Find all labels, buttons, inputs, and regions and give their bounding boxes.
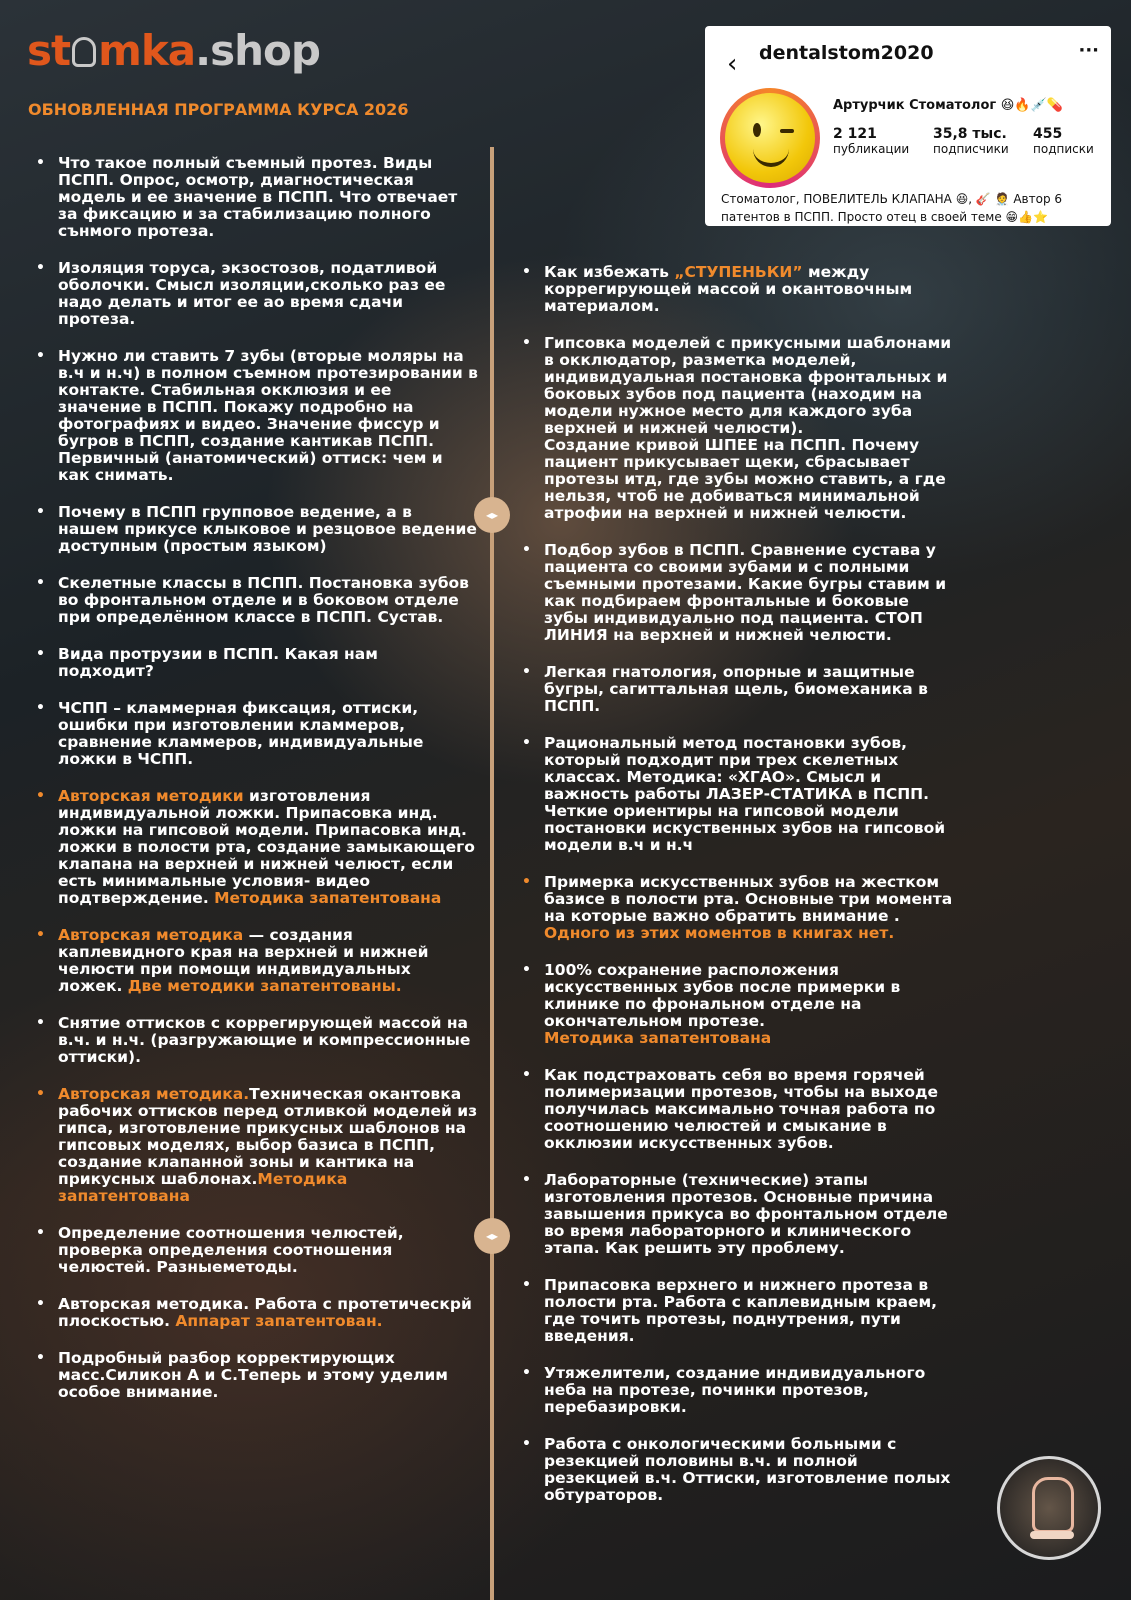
stat-posts[interactable]: 2 121 публикации <box>833 126 910 156</box>
stat-followers[interactable]: 35,8 тыс. подписчики <box>933 126 1009 156</box>
list-item: • Лабораторные (технические) этапы изготовления протезов. Основные причина завышения прикуса во фронтальном отделе во время лабораторного и клинического этапа. Как решить эту проблему. <box>516 1172 958 1257</box>
list-item: • Подробный разбор корректирующих масс.Силикон А и С.Теперь и этому уделим особое внимание. <box>30 1350 478 1401</box>
list-item: • Работа с онкологическими больными с резекцией половины в.ч. и полной резекцией в.ч. Оттиски, изготовление полых обтураторов. <box>516 1436 958 1504</box>
right-program-list <box>516 264 958 1524</box>
divider-handle-icon: ◂▸ <box>474 497 510 533</box>
tooth-badge-icon <box>997 1456 1101 1560</box>
list-item: • Почему в ПСПП групповое ведение, а в нашем прикусе клыковое и резцовое ведение доступным (простым языком) <box>30 504 478 555</box>
list-item: • Легкая гнатология, опорные и защитные бугры, сагиттальная щель, биомеханика в ПСПП. <box>516 664 958 715</box>
list-item: • Нужно ли ставить 7 зубы (вторые моляры на в.ч и н.ч) в полном съемном протезировании в контакте. Стабильная окклюзия и ее значение в ПСПП. Покажу подробно на фотографиях и видео. Значение фиссур и бугров в ПСПП, создание кантикав ПСПП. Первичный (анатомический) оттиск: чем и как снимать. <box>30 348 478 484</box>
list-item: • Авторская методика.Техническая окантовка рабочих оттисков перед отливкой моделей из гипса, изготовление прикусных шаблонов на гипсовых моделях, выбор базиса в ПСПП, создание клапанной зоны и кантика на прикусных шаблонах.Методика запатентована <box>30 1086 478 1205</box>
tooth-icon <box>72 37 96 67</box>
list-item: • Изоляция торуса, экзостозов, податливой оболочки. Смысл изоляции,сколько раз ее надо делать и итог ее ао время сдачи протеза. <box>30 260 478 328</box>
list-item: • Скелетные классы в ПСПП. Постановка зубов во фронтальном отделе и в боковом отделе при определённом классе в ПСПП. Сустав. <box>30 575 478 626</box>
list-item: • Определение соотношения челюстей, проверка определения соотношения челюстей. Разныеметоды. <box>30 1225 478 1276</box>
column-divider <box>490 147 494 1600</box>
list-item: • 100% сохранение расположения искусственных зубов после примерки в клинике по фрональном отделе на окончательном протезе. Методика запатентована <box>516 962 958 1047</box>
list-item: • Рациональный метод постановки зубов, который подходит при трех скелетных классах. Методика: «ХГАО». Смысл и важность работы ЛАЗЕР-СТАТИКА в ПСПП. Четкие ориентиры на гипсовой модели постановки искуственных зубов на гипсовой модели в.ч и н.ч <box>516 735 958 854</box>
instagram-profile-card: ‹ dentalstom2020 ··· Артурчик Стоматолог 😆🔥💉💊 2 121 публикации 35,8 тыс. подписчики 455 подписки Стоматолог, ПОВЕЛИТЕЛЬ КЛАПАНА 😆, 🎸 🧑‍⚕️ Автор 6 патентов в ПСПП. Просто отец в своей теме 😁👍⭐ <box>705 26 1111 226</box>
winking-smiley-icon <box>725 93 815 183</box>
stat-following[interactable]: 455 подписки <box>1033 126 1094 156</box>
left-program-list <box>30 155 478 1421</box>
list-item: • Авторская методика. Работа с протетическрй плоскостью. Аппарат запатентован. <box>30 1296 478 1330</box>
avatar[interactable] <box>720 88 820 188</box>
list-item: • Снятие оттисков с коррегирующей массой на в.ч. и н.ч. (разгружающие и компрессионные оттиски). <box>30 1015 478 1066</box>
list-item: • ЧСПП – кламмерная фиксация, оттиски, ошибки при изготовлении кламмеров, сравнение кламмеров, индивидуальные ложки в ЧСПП. <box>30 700 478 768</box>
more-options-icon[interactable]: ··· <box>1078 40 1099 61</box>
list-item: • Как подстраховать себя во время горячей полимеризации протезов, чтобы на выходе получилась максимально точная работа по соотношению челюстей и смыкание в окклюзии искусственных зубов. <box>516 1067 958 1152</box>
list-item: • Подбор зубов в ПСПП. Сравнение сустава у пациента со своими зубами и с полными съемными протезами. Какие бугры ставим и как подбираем фронтальные и боковые зубы индивидуально под пациента. СТОП ЛИНИЯ на верхней и нижней челюсти. <box>516 542 958 644</box>
list-item: • Гипсовка моделей с прикусными шаблонами в окклюдатор, разметка моделей, индивидуальная постановка фронтальных и боковых зубов под пациента (находим на модели нужное место для каждого зуба верхней и нижней челюсти). Создание кривой ШПЕЕ на ПСПП. Почему пациент прикусывает щеки, сбрасывает протезы итд, где зубы можно ставить, а где нельзя, чтоб не добиваться минимальной атрофии на верхней и нижней челюсти. <box>516 335 958 522</box>
list-item: • Припасовка верхнего и нижнего протеза в полости рта. Работа с каплевидным краем, где точить протезы, поднутрения, пути введения. <box>516 1277 958 1345</box>
page-title: ОБНОВЛЕННАЯ ПРОГРАММА КУРСА 2026 <box>28 100 409 119</box>
profile-bio: Стоматолог, ПОВЕЛИТЕЛЬ КЛАПАНА 😆, 🎸 🧑‍⚕️ Автор 6 патентов в ПСПП. Просто отец в своей теме 😁👍⭐ <box>721 192 1063 224</box>
logo[interactable]: st mka.shop <box>27 26 320 75</box>
profile-name: Артурчик Стоматолог 😆🔥💉💊 <box>833 98 1063 113</box>
list-item: • Авторская методика — создания каплевидного края на верхней и нижней челюсти при помощи индивидуальных ложек. Две методики запатентованы. <box>30 927 478 995</box>
divider-handle-icon: ◂▸ <box>474 1218 510 1254</box>
list-item: • Что такое полный съемный протез. Виды ПСПП. Опрос, осмотр, диагностическая модель и ее значение в ПСПП. Что отвечает за фиксацию и за стабилизацию полного сънмого протеза. <box>30 155 478 240</box>
list-item: • Как избежать „СТУПЕНЬКИ” между коррегирующей массой и окантовочным материалом. <box>516 264 958 315</box>
list-item: • Утяжелители, создание индивидуального неба на протезе, починки протезов, перебазировки. <box>516 1365 958 1416</box>
list-item: • Вида протрузии в ПСПП. Какая нам подходит? <box>30 646 478 680</box>
list-item: • Примерка искусственных зубов на жестком базисе в полости рта. Основные три момента на которые важно обратить внимание . Одного из этих моментов в книгах нет. <box>516 874 958 942</box>
list-item: • Авторская методики изготовления индивидуальной ложки. Припасовка инд. ложки на гипсовой модели. Припасовка инд. ложки в полости рта, создание замыкающего клапана на верхней и нижней челюст, если есть минимальные условия- видео подтверждение. Методика запатентована <box>30 788 478 907</box>
profile-username: dentalstom2020 <box>759 42 934 64</box>
